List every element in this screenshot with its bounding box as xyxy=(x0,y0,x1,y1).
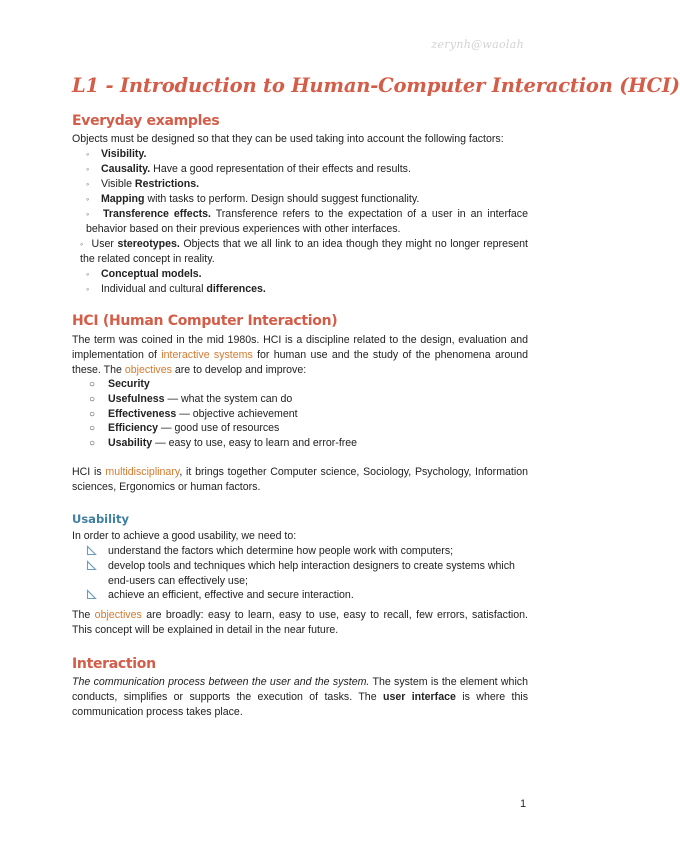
list-item: develop tools and techniques which help interaction designers to create systems which end-users can effectively use; xyxy=(108,559,528,589)
circle-bullet-icon: ◦ xyxy=(86,149,90,159)
list-item: ○ Effectiveness — objective achievement xyxy=(89,408,298,420)
everyday-intro: Objects must be designed so that they can be used taking into account the following factors: xyxy=(72,133,504,145)
list-item: understand the factors which determine how people work with computers; xyxy=(108,544,528,559)
triangle-bullet-icon xyxy=(86,560,97,571)
list-item: ◦ Visibility. xyxy=(86,148,147,160)
page-title: L1 - Introduction to Human-Computer Interaction (HCI) xyxy=(72,74,680,97)
heading-interaction: Interaction xyxy=(72,656,156,672)
list-item: ◦ Causality. Have a good representation of their effects and results. xyxy=(86,163,411,175)
usability-objectives-paragraph: The objectives are broadly: easy to learn, easy to use, easy to recall, few errors, satisfaction. This concept will be explained in detail in the near future. xyxy=(72,609,528,636)
list-item: ◦ Mapping with tasks to perform. Design should suggest functionality. xyxy=(86,193,420,205)
list-item: ○ Security xyxy=(89,378,150,390)
circle-bullet-icon: ◦ xyxy=(86,209,90,219)
circle-bullet-icon: ○ xyxy=(89,409,96,420)
circle-bullet-icon: ◦ xyxy=(86,164,90,174)
list-item: ◦ User stereotypes. Objects that we all link to an idea though they might no longer represent the related concept in reality. xyxy=(80,238,528,265)
triangle-bullet-icon xyxy=(86,545,97,556)
circle-bullet-icon: ○ xyxy=(89,423,96,434)
interaction-paragraph: The communication process between the user and the system. The system is the element which conducts, simplifies or supports the execution of tasks. The user interface is where this communication process takes place. xyxy=(72,676,529,718)
list-item: ○ Usability — easy to use, easy to learn and error-free xyxy=(89,437,358,449)
circle-bullet-icon: ◦ xyxy=(86,284,90,294)
page-number: 1 xyxy=(520,798,526,810)
triangle-bullet-icon xyxy=(86,589,97,600)
heading-hci: HCI (Human Computer Interaction) xyxy=(72,313,338,329)
circle-bullet-icon: ○ xyxy=(89,438,96,449)
list-item: ○ Efficiency — good use of resources xyxy=(89,422,280,434)
hci-paragraph: The term was coined in the mid 1980s. HCI is a discipline related to the design, evaluation and implementation of interactive systems for human use and the study of the phenomena around these. The objectives are to develop and improve: xyxy=(72,334,529,376)
list-item: ◦ Conceptual models. xyxy=(86,268,202,280)
hci-multidisciplinary-paragraph: HCI is multidisciplinary, it brings together Computer science, Sociology, Psychology, Information sciences, Ergonomics or human factors. xyxy=(72,466,529,493)
list-item: ◦ Visible Restrictions. xyxy=(86,178,200,190)
watermark: zerynh@waolah xyxy=(431,38,524,51)
circle-bullet-icon: ○ xyxy=(89,394,96,405)
list-item: achieve an efficient, effective and secure interaction. xyxy=(108,588,528,603)
circle-bullet-icon: ◦ xyxy=(86,194,90,204)
list-item: ◦ Individual and cultural differences. xyxy=(86,283,266,295)
heading-usability: Usability xyxy=(72,512,129,526)
circle-bullet-icon: ○ xyxy=(89,379,96,390)
list-item: ○ Usefulness — what the system can do xyxy=(89,393,293,405)
circle-bullet-icon: ◦ xyxy=(86,179,90,189)
heading-everyday-examples: Everyday examples xyxy=(72,113,220,129)
circle-bullet-icon: ◦ xyxy=(86,269,90,279)
circle-bullet-icon: ◦ xyxy=(80,239,84,249)
usability-intro: In order to achieve a good usability, we need to: xyxy=(72,530,297,542)
list-item: ◦ Transference effects. Transference refers to the expectation of a user in an interface behavior based on their previous experiences with other interfaces. xyxy=(86,208,528,235)
